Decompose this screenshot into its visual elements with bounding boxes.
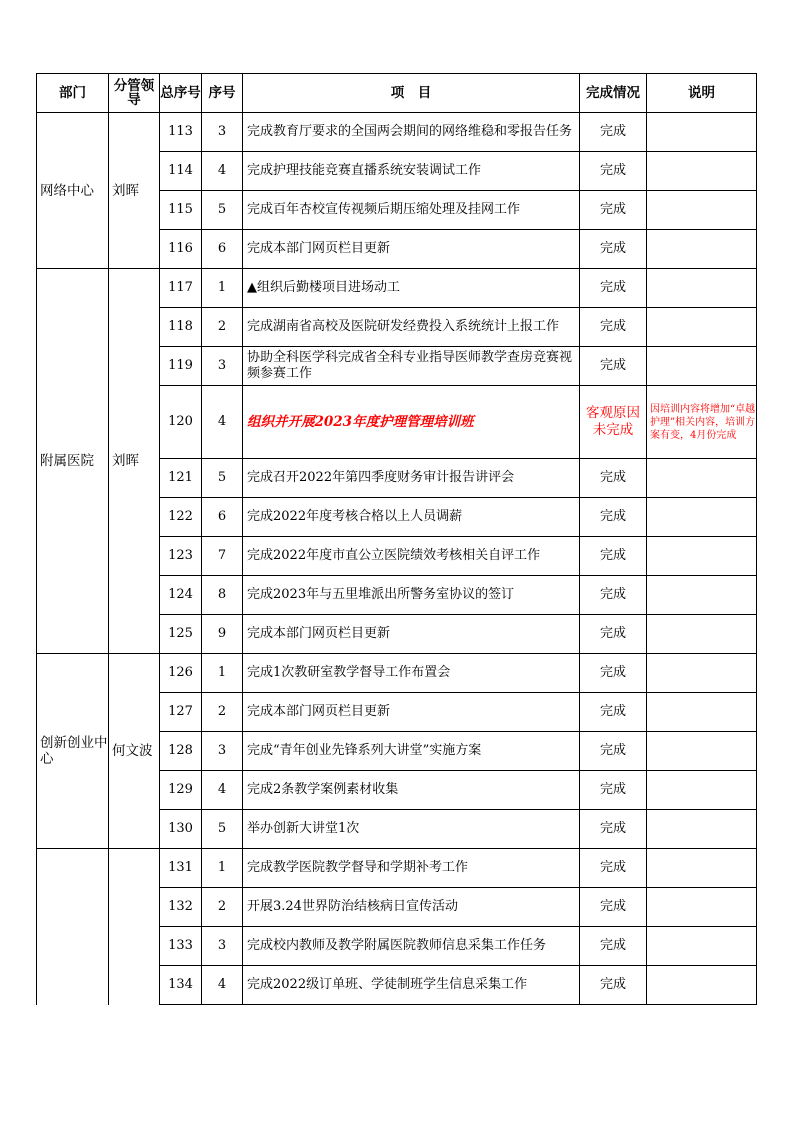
- status-cell: 完成: [580, 771, 647, 810]
- item-cell: 完成教育厅要求的全国两会期间的网络维稳和零报告任务: [243, 113, 580, 152]
- item-cell: 完成2022年度考核合格以上人员调薪: [243, 498, 580, 537]
- seq-cell: 9: [202, 615, 243, 654]
- header-item: 项 目: [243, 74, 580, 113]
- status-cell: 完成: [580, 459, 647, 498]
- total-no-cell: 115: [160, 191, 202, 230]
- note-cell: [647, 347, 757, 386]
- status-cell: 完成: [580, 888, 647, 927]
- status-cell: 完成: [580, 693, 647, 732]
- note-cell: [647, 810, 757, 849]
- total-no-cell: 123: [160, 537, 202, 576]
- seq-cell: 8: [202, 576, 243, 615]
- dept-cell: 附属医院: [37, 269, 109, 654]
- seq-cell: 4: [202, 771, 243, 810]
- status-cell: 完成: [580, 230, 647, 269]
- note-cell: [647, 537, 757, 576]
- item-cell: 完成2023年与五里堆派出所警务室协议的签订: [243, 576, 580, 615]
- item-cell: 完成校内教师及教学附属医院教师信息采集工作任务: [243, 927, 580, 966]
- item-cell: 完成百年杏校宣传视频后期压缩处理及挂网工作: [243, 191, 580, 230]
- seq-cell: 3: [202, 347, 243, 386]
- item-cell: 举办创新大讲堂1次: [243, 810, 580, 849]
- status-cell: 完成: [580, 615, 647, 654]
- item-cell: 完成2022级订单班、学徒制班学生信息采集工作: [243, 966, 580, 1005]
- dept-cell: 创新创业中心: [37, 654, 109, 849]
- note-cell: [647, 576, 757, 615]
- header-status: 完成情况: [580, 74, 647, 113]
- total-no-cell: 121: [160, 459, 202, 498]
- status-cell: [580, 386, 647, 459]
- note-cell: [647, 732, 757, 771]
- note-cell: 因培训内容将增加“卓越护理”相关内容，培训方案有变，4月份完成: [647, 386, 757, 459]
- total-no-cell: 114: [160, 152, 202, 191]
- total-no-cell: 124: [160, 576, 202, 615]
- seq-cell: 7: [202, 537, 243, 576]
- item-cell: 完成本部门网页栏目更新: [243, 615, 580, 654]
- seq-cell: 1: [202, 849, 243, 888]
- header-leader: 分管领导: [109, 74, 160, 113]
- header-total-no: 总序号: [160, 74, 202, 113]
- seq-cell: 2: [202, 693, 243, 732]
- highlighted-status-text: 客观原因未完成: [586, 405, 640, 438]
- note-cell: [647, 113, 757, 152]
- status-cell: 完成: [580, 347, 647, 386]
- item-cell: 协助全科医学科完成省全科专业指导医师教学查房竞赛视频参赛工作: [243, 347, 580, 386]
- item-cell: 完成2022年度市直公立医院绩效考核相关自评工作: [243, 537, 580, 576]
- total-no-cell: 127: [160, 693, 202, 732]
- total-no-cell: 134: [160, 966, 202, 1005]
- note-cell: [647, 191, 757, 230]
- status-cell: 完成: [580, 537, 647, 576]
- total-no-cell: 133: [160, 927, 202, 966]
- status-cell: 完成: [580, 810, 647, 849]
- seq-cell: 6: [202, 498, 243, 537]
- seq-cell: 1: [202, 654, 243, 693]
- status-cell: 完成: [580, 269, 647, 308]
- note-cell: [647, 308, 757, 347]
- item-cell: ▲组织后勤楼项目进场动工: [243, 269, 580, 308]
- item-cell: 完成本部门网页栏目更新: [243, 230, 580, 269]
- item-cell: 完成召开2022年第四季度财务审计报告讲评会: [243, 459, 580, 498]
- work-summary-table: [36, 73, 757, 1005]
- total-no-cell: 128: [160, 732, 202, 771]
- status-cell: 完成: [580, 191, 647, 230]
- item-cell: 完成湖南省高校及医院研发经费投入系统统计上报工作: [243, 308, 580, 347]
- seq-cell: 4: [202, 152, 243, 191]
- seq-cell: 1: [202, 269, 243, 308]
- note-cell: [647, 771, 757, 810]
- note-cell: [647, 459, 757, 498]
- header-dept: 部门: [37, 74, 109, 113]
- leader-cell: [109, 849, 160, 1005]
- status-cell: 完成: [580, 113, 647, 152]
- status-cell: 完成: [580, 849, 647, 888]
- table-row: [37, 654, 757, 693]
- total-no-cell: 118: [160, 308, 202, 347]
- dept-cell: 网络中心: [37, 113, 109, 269]
- item-cell: [243, 386, 580, 459]
- header-seq: 序号: [202, 74, 243, 113]
- status-cell: 完成: [580, 732, 647, 771]
- header-row: [37, 74, 757, 113]
- status-cell: 完成: [580, 498, 647, 537]
- note-cell: [647, 966, 757, 1005]
- note-cell: [647, 888, 757, 927]
- table-row: [37, 849, 757, 888]
- table-row: [37, 113, 757, 152]
- total-no-cell: 120: [160, 386, 202, 459]
- item-cell: 完成本部门网页栏目更新: [243, 693, 580, 732]
- seq-cell: 5: [202, 810, 243, 849]
- item-cell: 完成护理技能竞赛直播系统安装调试工作: [243, 152, 580, 191]
- status-cell: 完成: [580, 966, 647, 1005]
- leader-cell: 何文波: [109, 654, 160, 849]
- note-cell: [647, 849, 757, 888]
- status-cell: 完成: [580, 152, 647, 191]
- total-no-cell: 131: [160, 849, 202, 888]
- note-cell: [647, 230, 757, 269]
- status-cell: 完成: [580, 308, 647, 347]
- total-no-cell: 119: [160, 347, 202, 386]
- highlighted-item-text: 组织并开展2023年度护理管理培训班: [247, 413, 474, 430]
- leader-cell: 刘晖: [109, 269, 160, 654]
- seq-cell: 4: [202, 966, 243, 1005]
- seq-cell: 3: [202, 927, 243, 966]
- seq-cell: 3: [202, 113, 243, 152]
- seq-cell: 5: [202, 459, 243, 498]
- seq-cell: 3: [202, 732, 243, 771]
- seq-cell: 5: [202, 191, 243, 230]
- seq-cell: 4: [202, 386, 243, 459]
- seq-cell: 2: [202, 888, 243, 927]
- seq-cell: 2: [202, 308, 243, 347]
- item-cell: 完成1次教研室教学督导工作布置会: [243, 654, 580, 693]
- note-cell: [647, 927, 757, 966]
- total-no-cell: 117: [160, 269, 202, 308]
- total-no-cell: 129: [160, 771, 202, 810]
- total-no-cell: 122: [160, 498, 202, 537]
- total-no-cell: 126: [160, 654, 202, 693]
- seq-cell: 6: [202, 230, 243, 269]
- note-cell: [647, 498, 757, 537]
- note-cell: [647, 269, 757, 308]
- leader-cell: 刘晖: [109, 113, 160, 269]
- status-cell: 完成: [580, 927, 647, 966]
- table-row: [37, 269, 757, 308]
- status-cell: 完成: [580, 576, 647, 615]
- note-cell: [647, 654, 757, 693]
- total-no-cell: 125: [160, 615, 202, 654]
- total-no-cell: 116: [160, 230, 202, 269]
- header-note: 说明: [647, 74, 757, 113]
- note-cell: [647, 615, 757, 654]
- total-no-cell: 132: [160, 888, 202, 927]
- note-cell: [647, 693, 757, 732]
- item-cell: 开展3.24世界防治结核病日宣传活动: [243, 888, 580, 927]
- note-cell: [647, 152, 757, 191]
- item-cell: 完成教学医院教学督导和学期补考工作: [243, 849, 580, 888]
- item-cell: 完成2条教学案例素材收集: [243, 771, 580, 810]
- total-no-cell: 113: [160, 113, 202, 152]
- dept-cell: [37, 849, 109, 1005]
- item-cell: 完成“青年创业先锋系列大讲堂”实施方案: [243, 732, 580, 771]
- status-cell: 完成: [580, 654, 647, 693]
- total-no-cell: 130: [160, 810, 202, 849]
